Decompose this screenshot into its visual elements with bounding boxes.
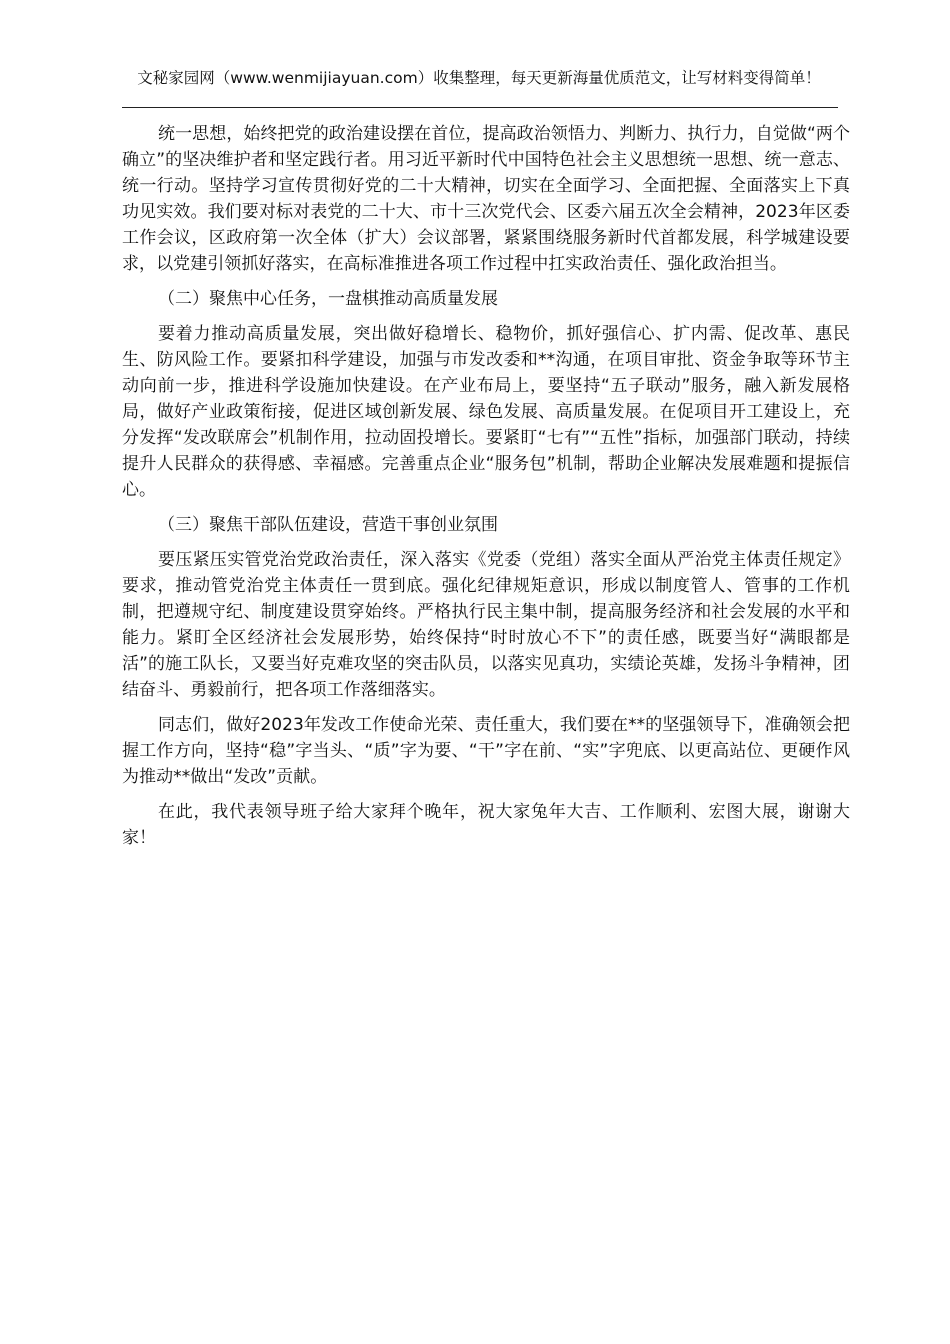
paragraph-central-task: 要着力推动高质量发展，突出做好稳增长、稳物价，抓好强信心、扩内需、促改革、惠民生、防风险工作。要紧扣科学建设，加强与市发改委和**沟通，在项目审批、资金争取等环节主动向前一步，推进科学设施加快建设。在产业布局上，要坚持“五子联动”服务，融入新发展格局，做好产业政策衔接，促进区域创新发展、绿色发展、高质量发展。在促项目开工建设上，充分发挥“发改联席会”机制作用，拉动固投增长。要紧盯“七有”“五性”指标，加强部门联动，持续提升人民群众的获得感、幸福感。完善重点企业“服务包”机制，帮助企业解决发展难题和提振信心。 — [122, 324, 850, 500]
paragraph-unify-thinking: 统一思想，始终把党的政治建设摆在首位，提高政治领悟力、判断力、执行力，自觉做“两个确立”的坚决维护者和坚定践行者。用习近平新时代中国特色社会主义思想统一思想、统一意志、统一行动。坚持学习宣传贯彻好党的二十大精神，切实在全面学习、全面把握、全面落实上下真功见实效。我们要对标对表党的二十大、市十三次党代会、区委六届五次全会精神，2023年区委工作会议，区政府第一次全体（扩大）会议部署，紧紧围绕服务新时代首都发展，科学城建设要求，以党建引领抓好落实，在高标准推进各项工作过程中扛实政治责任、强化政治担当。 — [122, 124, 850, 274]
section-heading-cadre-team: （三）聚焦干部队伍建设，营造干事创业氛围 — [158, 515, 498, 535]
paragraph-closing: 在此，我代表领导班子给大家拜个晚年，祝大家兔年大吉、工作顺利、宏图大展，谢谢大家！ — [122, 802, 850, 848]
document-body — [122, 121, 850, 860]
paragraph-cadre-team: 要压紧压实管党治党政治责任，深入落实《党委（党组）落实全面从严治党主体责任规定》要求，推动管党治党主体责任一贯到底。强化纪律规矩意识，形成以制度管人、管事的工作机制，把遵规守纪、制度建设贯穿始终。严格执行民主集中制，提高服务经济和社会发展的水平和能力。紧盯全区经济社会发展形势，始终保持“时时放心不下”的责任感，既要当好“满眼都是活”的施工队长，又要当好克难攻坚的突击队员，以落实见真功，实绩论英雄，发扬斗争精神，团结奋斗、勇毅前行，把各项工作落细落实。 — [122, 550, 850, 700]
header-divider — [122, 107, 838, 108]
paragraph-comrades: 同志们，做好2023年发改工作使命光荣、责任重大，我们要在**的坚强领导下，准确领会把握工作方向，坚持“稳”字当头、“质”字为要、“干”字在前、“实”字兜底、以更高站位、更硬作风为推动**做出“发改”贡献。 — [122, 715, 850, 787]
page-header: 文秘家园网（www.wenmijiayuan.com）收集整理，每天更新海量优质范文，让写材料变得简单！ — [137, 69, 821, 87]
section-heading-central-task: （二）聚焦中心任务，一盘棋推动高质量发展 — [158, 289, 498, 309]
